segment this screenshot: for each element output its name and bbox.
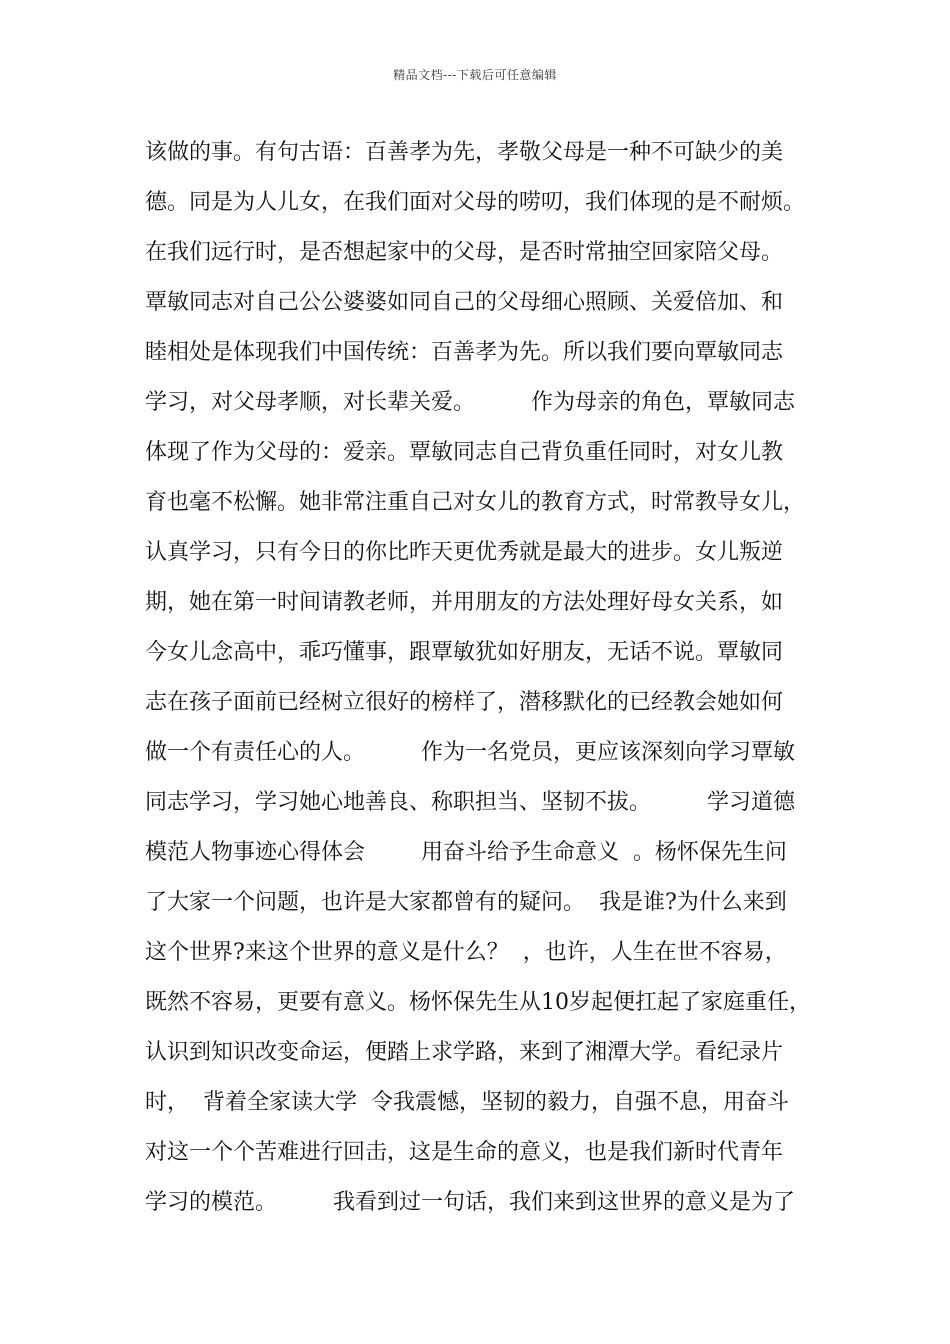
text-line: 对这一个个苦难进行回击，这是生命的意义，也是我们新时代青年 [145, 1140, 784, 1165]
page-header: 精品文档---下载后可任意编辑 [393, 68, 557, 82]
text-line: 期，她在第一时间请教老师，并用朋友的方法处理好母女关系，如 [145, 590, 784, 615]
text-line: 育也毫不松懈。她非常注重自己对女儿的教育方式，时常教导女儿， [145, 490, 806, 515]
text-line: 模范人物事迹心得体会 用奋斗给予生命意义 。杨怀保先生问 [145, 840, 787, 865]
body-text [145, 133, 825, 1233]
text-line: 认真学习，只有今日的你比昨天更优秀就是最大的进步。女儿叛逆 [145, 540, 784, 565]
text-line: 学习，对父母孝顺，对长辈关爱。 作为母亲的角色，覃敏同志 [145, 390, 795, 415]
text-line: 做一个有责任心的人。 作为一名党员，更应该深刻向学习覃敏 [145, 740, 795, 765]
text-line: 志在孩子面前已经树立很好的榜样了，潜移默化的已经教会她如何 [145, 690, 784, 715]
text-line: 这个世界?来这个世界的意义是什么？ ，也许，人生在世不容易， [145, 940, 787, 965]
text-line: 同志学习，学习她心地善良、称职担当、坚韧不拔。 学习道德 [145, 790, 795, 815]
text-line: 睦相处是体现我们中国传统：百善孝为先。所以我们要向覃敏同志 [145, 340, 784, 365]
text-line: 覃敏同志对自己公公婆婆如同自己的父母细心照顾、关爱倍加、和 [145, 290, 784, 315]
text-line: 学习的模范。 我看到过一句话，我们来到这世界的意义是为了 [145, 1190, 795, 1215]
text-line: 该做的事。有句古语：百善孝为先，孝敬父母是一种不可缺少的美 [145, 140, 784, 165]
text-line: 既然不容易，更要有意义。杨怀保先生从10岁起便扛起了家庭重任， [145, 990, 811, 1015]
text-line: 时， 背着全家读大学 令我震憾，坚韧的毅力，自强不息，用奋斗 [145, 1090, 789, 1115]
text-line: 认识到知识改变命运，便踏上求学路，来到了湘潭大学。看纪录片 [145, 1040, 784, 1065]
text-line: 在我们远行时，是否想起家中的父母，是否时常抽空回家陪父母。 [145, 240, 784, 265]
text-line: 了大家一个问题，也许是大家都曾有的疑问。 我是谁?为什么来到 [145, 890, 787, 915]
text-line: 德。同是为人儿女，在我们面对父母的唠叨，我们体现的是不耐烦。 [145, 190, 806, 215]
text-line: 今女儿念高中，乖巧懂事，跟覃敏犹如好朋友，无话不说。覃敏同 [145, 640, 784, 665]
text-line: 体现了作为父母的：爱亲。覃敏同志自己背负重任同时，对女儿教 [145, 440, 784, 465]
